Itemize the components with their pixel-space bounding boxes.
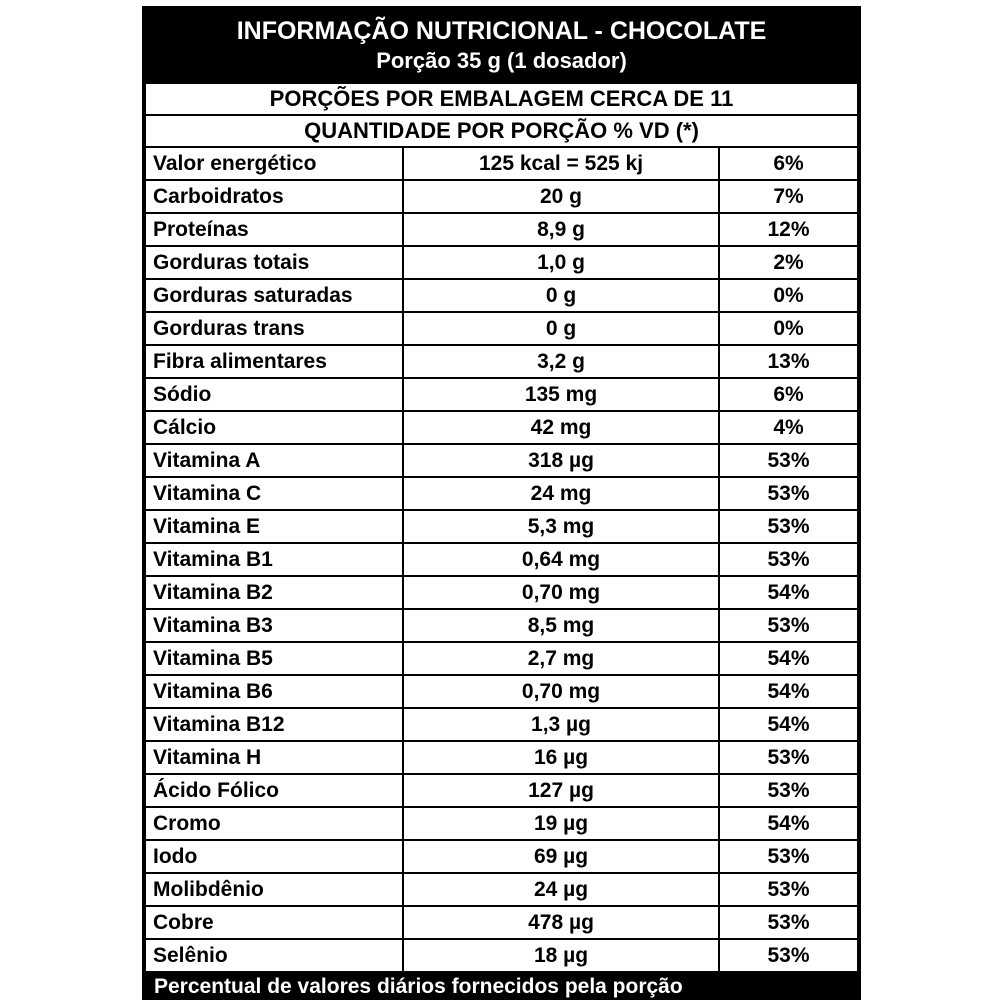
nutrient-dv-cell: 53%: [719, 510, 859, 543]
table-row: [144, 279, 859, 312]
nutrient-amount-cell: 1,3 µg: [403, 708, 719, 741]
nutrient-name-cell: Vitamina A: [144, 444, 403, 477]
nutrient-amount-cell: 2,7 mg: [403, 642, 719, 675]
servings-row: [144, 83, 859, 115]
nutrient-name-cell: Vitamina B6: [144, 675, 403, 708]
table-row: [144, 180, 859, 213]
nutrient-amount-cell: 0,64 mg: [403, 543, 719, 576]
nutrient-dv-cell: 53%: [719, 906, 859, 939]
nutrient-amount-cell: 0 g: [403, 279, 719, 312]
nutrient-dv-cell: 2%: [719, 246, 859, 279]
nutrient-dv-cell: 53%: [719, 477, 859, 510]
nutrient-dv-cell: 54%: [719, 807, 859, 840]
nutrient-dv-cell: 0%: [719, 279, 859, 312]
nutrient-dv-cell: 53%: [719, 444, 859, 477]
nutrient-name-cell: Vitamina H: [144, 741, 403, 774]
nutrient-dv-cell: 53%: [719, 741, 859, 774]
footer-row: [144, 972, 859, 1000]
nutrient-amount-cell: 0,70 mg: [403, 675, 719, 708]
nutrient-dv-cell: 6%: [719, 147, 859, 180]
quantity-header-row: [144, 115, 859, 147]
table-row: [144, 708, 859, 741]
table-row: [144, 642, 859, 675]
table-row: [144, 312, 859, 345]
nutrient-name-cell: Selênio: [144, 939, 403, 972]
nutrient-amount-cell: 24 µg: [403, 873, 719, 906]
table-title-block: [144, 8, 859, 83]
nutrient-name-cell: Cálcio: [144, 411, 403, 444]
nutrient-name-cell: Vitamina B2: [144, 576, 403, 609]
nutrient-amount-cell: 20 g: [403, 180, 719, 213]
table-row: [144, 741, 859, 774]
nutrient-dv-cell: 54%: [719, 576, 859, 609]
nutrient-amount-cell: 42 mg: [403, 411, 719, 444]
nutrient-amount-cell: 8,5 mg: [403, 609, 719, 642]
table-row: [144, 477, 859, 510]
nutrient-amount-cell: 18 µg: [403, 939, 719, 972]
table-row: [144, 609, 859, 642]
nutrient-amount-cell: 125 kcal = 525 kj: [403, 147, 719, 180]
table-row: [144, 444, 859, 477]
nutrient-amount-cell: 3,2 g: [403, 345, 719, 378]
nutrient-name-cell: Gorduras totais: [144, 246, 403, 279]
footer-note: Percentual de valores diários fornecidos pela porção: [144, 972, 859, 1000]
nutrient-name-cell: Molibdênio: [144, 873, 403, 906]
nutrition-table: [142, 6, 861, 1000]
nutrient-name-cell: Proteínas: [144, 213, 403, 246]
nutrient-amount-cell: 0 g: [403, 312, 719, 345]
nutrient-dv-cell: 53%: [719, 774, 859, 807]
nutrient-dv-cell: 53%: [719, 873, 859, 906]
nutrient-amount-cell: 19 µg: [403, 807, 719, 840]
table-row: [144, 873, 859, 906]
table-row: [144, 246, 859, 279]
nutrient-name-cell: Vitamina B3: [144, 609, 403, 642]
nutrient-amount-cell: 69 µg: [403, 840, 719, 873]
nutrient-name-cell: Vitamina B1: [144, 543, 403, 576]
nutrient-name-cell: Carboidratos: [144, 180, 403, 213]
nutrient-dv-cell: 53%: [719, 840, 859, 873]
table-row: [144, 345, 859, 378]
table-row: [144, 807, 859, 840]
nutrient-dv-cell: 4%: [719, 411, 859, 444]
page-title: INFORMAÇÃO NUTRICIONAL - CHOCOLATE: [236, 17, 767, 45]
nutrient-name-cell: Vitamina C: [144, 477, 403, 510]
nutrient-name-cell: Fibra alimentares: [144, 345, 403, 378]
nutrient-amount-cell: 478 µg: [403, 906, 719, 939]
table-row: [144, 906, 859, 939]
nutrient-amount-cell: 318 µg: [403, 444, 719, 477]
nutrient-dv-cell: 54%: [719, 675, 859, 708]
title-row: [144, 8, 859, 83]
nutrient-name-cell: Cobre: [144, 906, 403, 939]
table-row: [144, 939, 859, 972]
nutrient-name-cell: Sódio: [144, 378, 403, 411]
table-row: [144, 510, 859, 543]
nutrient-name-cell: Valor energético: [144, 147, 403, 180]
nutrient-dv-cell: 53%: [719, 609, 859, 642]
nutrient-name-cell: Ácido Fólico: [144, 774, 403, 807]
table-row: [144, 774, 859, 807]
nutrient-name-cell: Vitamina E: [144, 510, 403, 543]
table-row: [144, 543, 859, 576]
nutrient-dv-cell: 13%: [719, 345, 859, 378]
nutrient-amount-cell: 135 mg: [403, 378, 719, 411]
nutrient-name-cell: Iodo: [144, 840, 403, 873]
servings-per-package-label: PORÇÕES POR EMBALAGEM CERCA DE 11: [144, 83, 859, 115]
table-row: [144, 147, 859, 180]
table-row: [144, 840, 859, 873]
nutrient-name-cell: Gorduras trans: [144, 312, 403, 345]
table-row: [144, 213, 859, 246]
nutrient-amount-cell: 127 µg: [403, 774, 719, 807]
nutrient-name-cell: Vitamina B12: [144, 708, 403, 741]
nutrient-amount-cell: 0,70 mg: [403, 576, 719, 609]
table-row: [144, 576, 859, 609]
table-row: [144, 411, 859, 444]
nutrient-amount-cell: 16 µg: [403, 741, 719, 774]
quantity-per-serving-label: QUANTIDADE POR PORÇÃO % VD (*): [144, 115, 859, 147]
nutrient-dv-cell: 0%: [719, 312, 859, 345]
nutrient-name-cell: Gorduras saturadas: [144, 279, 403, 312]
nutrient-name-cell: Cromo: [144, 807, 403, 840]
nutrient-amount-cell: 5,3 mg: [403, 510, 719, 543]
nutrient-amount-cell: 24 mg: [403, 477, 719, 510]
nutrient-amount-cell: 1,0 g: [403, 246, 719, 279]
nutrient-dv-cell: 54%: [719, 642, 859, 675]
nutrient-amount-cell: 8,9 g: [403, 213, 719, 246]
nutrient-dv-cell: 53%: [719, 543, 859, 576]
nutrient-dv-cell: 54%: [719, 708, 859, 741]
nutrient-dv-cell: 6%: [719, 378, 859, 411]
serving-size-label: Porção 35 g (1 dosador): [376, 48, 627, 73]
nutrient-dv-cell: 7%: [719, 180, 859, 213]
table-row: [144, 378, 859, 411]
nutrient-name-cell: Vitamina B5: [144, 642, 403, 675]
nutrient-dv-cell: 12%: [719, 213, 859, 246]
table-row: [144, 675, 859, 708]
nutrient-dv-cell: 53%: [719, 939, 859, 972]
